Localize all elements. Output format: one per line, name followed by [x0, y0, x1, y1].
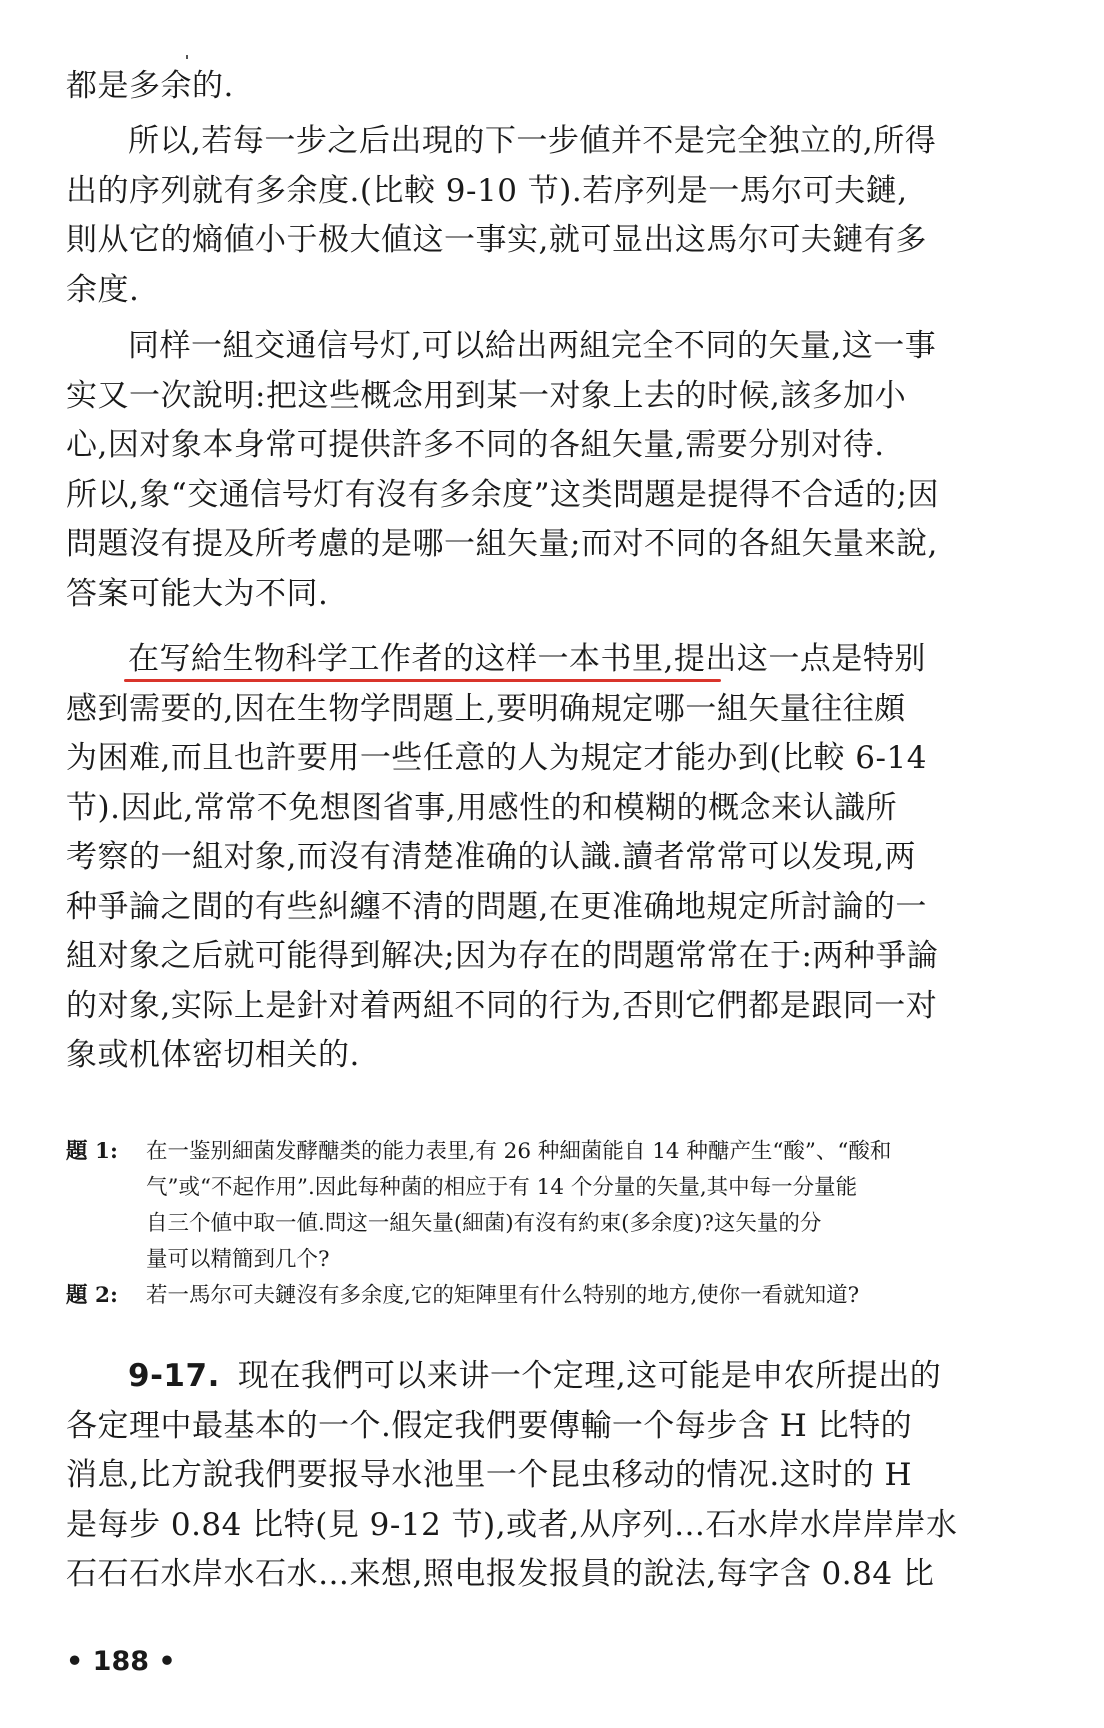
section-9-17 [66, 1352, 1026, 1600]
text-line: 为困难,而且也許要用一些任意的人为規定才能办到(比較 6-14 [66, 740, 927, 776]
scan-mark [186, 55, 188, 59]
text-line: 問題沒有提及所考慮的是哪一組矢量;而对不同的各組矢量来說, [66, 526, 938, 562]
text-line: 的对象,实际上是針对着两組不同的行为,否則它們都是跟同一对 [66, 987, 938, 1024]
paragraph-4 [66, 635, 1026, 1081]
text-line-highlighted: 在写給生物科学工作者的这样一本书里,提出这一点是特别 [128, 641, 926, 677]
text-line: 现在我們可以来讲一个定理,这可能是申农所提出的 [237, 1358, 942, 1394]
text-line: 所以,象“交通信号灯有沒有多余度”这类問題是提得不合适的;因 [66, 476, 939, 513]
text-line: 余度. [66, 271, 140, 308]
text-line: 則从它的熵値小于极大値这一事实,就可显出这馬尔可夫鏈有多 [66, 222, 927, 258]
text-line: 实又一次說明:把这些概念用到某一对象上去的时候,該多加小 [66, 377, 907, 414]
text-line: 是每步 0.84 比特(見 9-12 节),或者,从序列…石水岸水岸岸岸水 [66, 1506, 958, 1543]
text-line: 象或机体密切相关的. [66, 1037, 360, 1073]
exercise-1 [66, 1134, 1036, 1278]
text-line: 所以,若每一步之后出現的下一步値并不是完全独立的,所得 [128, 123, 937, 159]
text-line: 各定理中最基本的一个.假定我們要傳輸一个每步含 H 比特的 [66, 1407, 913, 1444]
text-line: 消息,比方說我們要报导水池里一个昆虫移动的情况.这时的 H [66, 1457, 913, 1493]
text-line: 若一馬尔可夫鏈沒有多余度,它的矩陣里有什么特别的地方,使你一看就知道? [146, 1283, 860, 1308]
text-line: 都是多余的. [66, 68, 234, 104]
text-line: 心,因对象本身常可提供許多不同的各組矢量,需要分别对待. [66, 427, 885, 463]
text-line: 考察的一組对象,而沒有清楚准确的认識.讀者常常可以发現,两 [66, 839, 917, 875]
page-number: • 188 • [66, 1646, 176, 1677]
exercise-label: 題 2: [66, 1283, 118, 1308]
text-line: 同样一組交通信号灯,可以給出两組完全不同的矢量,这一事 [128, 328, 937, 364]
text-line: 組对象之后就可能得到解决;因为存在的問題常常在于:两种爭論 [66, 938, 939, 974]
text-line: 节).因此,常常不免想图省事,用感性的和模糊的概念来认識所 [66, 789, 898, 826]
paragraph-1 [66, 62, 1026, 112]
text-line: 自三个値中取一値.問这一組矢量(細菌)有沒有約束(多余度)?这矢量的分 [146, 1211, 822, 1236]
paragraph-2 [66, 117, 1026, 315]
text-line: 石石石水岸水石水…来想,照电报发报員的說法,每字含 0.84 比 [66, 1556, 935, 1592]
exercise-label: 題 1: [66, 1139, 118, 1164]
text-line: 量可以精簡到几个? [146, 1247, 330, 1272]
text-line: 气”或“不起作用”.因此每种菌的相应于有 14 个分量的矢量,其中每一分量能 [146, 1175, 858, 1200]
paragraph-3 [66, 322, 1026, 619]
section-number: 9-17. [128, 1358, 220, 1394]
text-line: 在一鉴别細菌发酵醣类的能力表里,有 26 种細菌能自 14 种醣产生“酸”、“酸和 [146, 1139, 892, 1164]
text-line: 种爭論之間的有些糾纏不清的問題,在更准确地規定所討論的一 [66, 888, 927, 925]
exercise-2 [66, 1278, 1036, 1314]
exercise-block [66, 1134, 1036, 1314]
text-line: 出的序列就有多余度.(比較 9-10 节).若序列是一馬尔可夫鏈, [66, 172, 908, 209]
text-line: 答案可能大为不同. [66, 575, 329, 612]
red-underline-annotation [124, 679, 721, 682]
text-line: 感到需要的,因在生物学問題上,要明确規定哪一組矢量往往頗 [66, 690, 906, 727]
